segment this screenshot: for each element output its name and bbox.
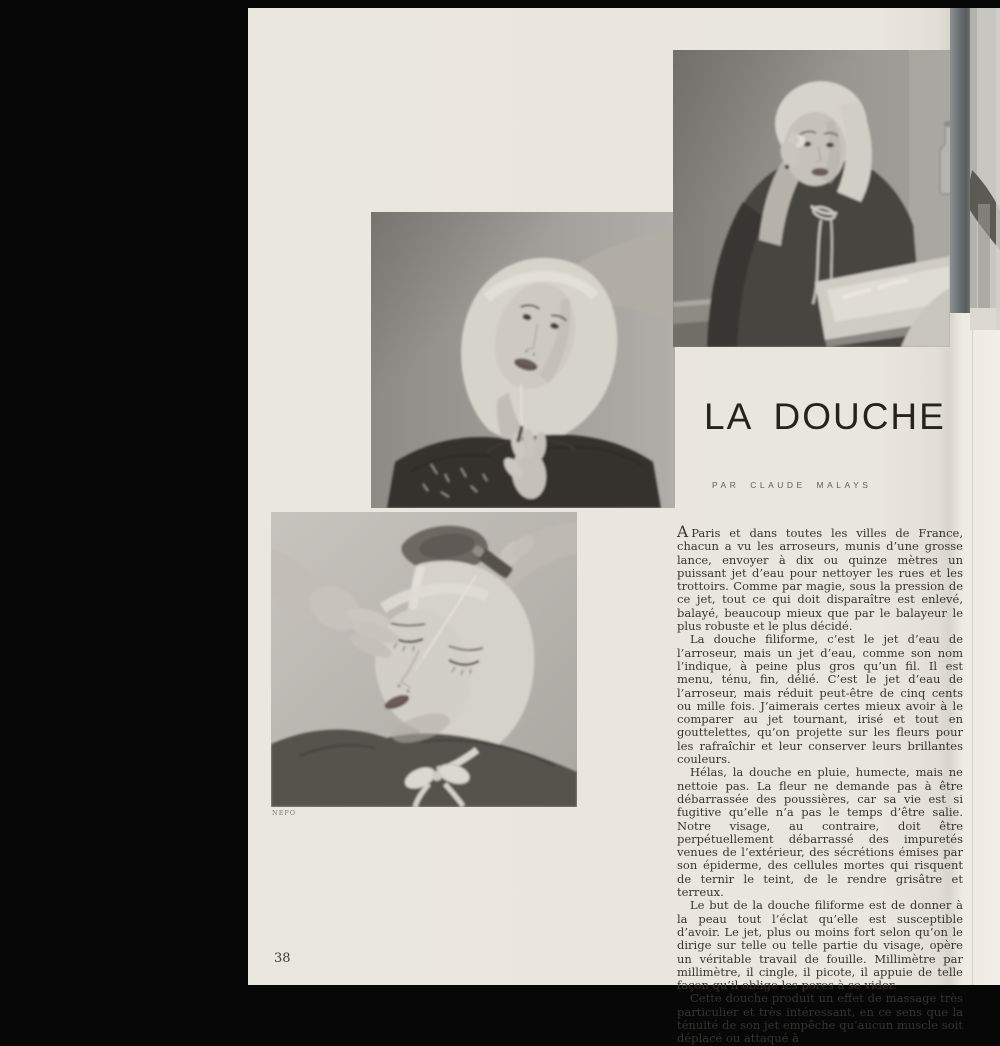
photo-jet-at-throat-art	[371, 212, 675, 508]
article-paragraph: A Paris et dans toutes les villes de France, chacun a vu les arroseurs, munis d’une grosse lance, envoyer à dix ou quinze mètres un puissant jet d’eau pour nettoyer les rues et les trottoirs. Comme par magie, sous la pression de ce jet, tout ce qui doit disparaître est enlevé, balayé, beaucoup mieux que par le balayeur le plus robuste et le plus décidé.	[677, 523, 963, 634]
photo-woman-at-mirror-art	[673, 50, 950, 347]
facing-page-photo-fragment	[970, 8, 1000, 330]
article-paragraph: Le but de la douche filiforme est de donner à la peau tout l’éclat qu’elle est susceptible d’avoir. Le jet, plus ou moins fort selon qu’on le dirige sur telle ou telle partie du visage, opère un véritable travail de fouille. Millimètre par millimètre, il cingle, il picote, il appuie de telle façon qu’il oblige les pores à se vider.	[677, 898, 963, 993]
photo-jet-at-throat	[371, 212, 675, 508]
article-paragraph: La douche filiforme, c’est le jet d’eau de l’arroseur, mais un jet d’eau, comme son nom l’indique, à peine plus gros qu’un fil. Il est menu, ténu, fin, délié. C’est le jet d’eau de l’arroseur, mais réduit peut-être de cinq cents ou mille fois. J’aimerais certes mieux avoir à le comparer au jet tournant, irisé et tout en gouttelettes, qu’on projette sur les fleurs pour les rafraîchir et leur conserver leurs brillantes couleurs.	[677, 632, 963, 767]
article-paragraph: Cette douche produit un effet de massage très particulier et très intéressant, en ce sens que la ténuité de son jet empêche qu’aucun muscle soit déplacé ou attaqué à	[677, 991, 963, 1046]
page-number: 38	[274, 951, 291, 966]
photo-credit: NEPO	[272, 809, 297, 817]
paragraph-initial: A	[677, 523, 689, 541]
page-gutter-shadow	[950, 8, 970, 313]
article-body	[677, 523, 963, 1046]
photo-jet-on-face	[271, 512, 577, 807]
article-paragraph: Hélas, la douche en pluie, humecte, mais ne nettoie pas. La fleur ne demande pas à être débarrassée des poussières, car sa vie est si fugitive qu’elle n’a pas le temps d’être salie. Notre visage, au contraire, doit être perpétuellement débarrassé des impuretés venues de l’extérieur, des sécrétions émises par son épiderme, des cellules mortes qui risquent de ternir le teint, de le rendre grisâtre et terreux.	[677, 765, 963, 900]
article-byline: PAR CLAUDE MALAYS	[712, 480, 872, 490]
photo-woman-at-mirror	[673, 50, 950, 347]
facing-page-photo-art	[970, 8, 1000, 330]
article-title: LA DOUCHE	[704, 396, 946, 437]
photo-jet-on-face-art	[271, 512, 577, 807]
facing-page-edge-highlight	[972, 320, 974, 985]
